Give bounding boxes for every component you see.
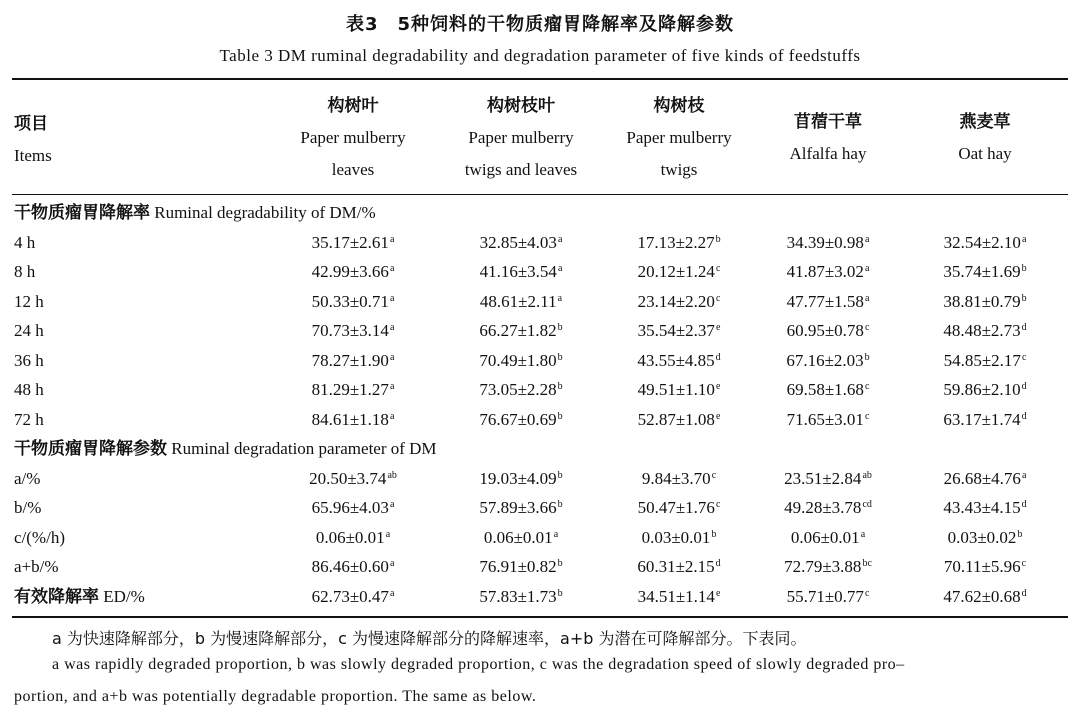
table-cell [594,582,764,611]
header-col-cn: 构树枝叶 [487,96,555,116]
cell-superscript: c [715,499,721,510]
row-label: 24 h [14,321,44,340]
section-header-degradability [0,198,1080,227]
table-cell [900,582,1070,611]
cell-superscript: c [864,381,870,392]
table-cell [743,464,913,493]
table-cell [743,552,913,581]
cell-superscript: b [864,351,870,363]
cell-superscript: d [715,351,721,363]
table-cell [900,257,1070,286]
table-cell [436,287,606,316]
table-row [0,257,1080,286]
cell-superscript: b [557,499,563,510]
section-label [14,198,376,228]
table-cell [900,228,1070,257]
cell-superscript: a [557,263,563,274]
table-cell [436,346,606,375]
cell-value: 60.95±0.78 [786,321,864,340]
table-cell [436,464,606,493]
table-cell [900,464,1070,493]
cell-superscript: b [715,233,721,245]
cell-superscript: a [389,381,395,392]
cell-value: 70.11±5.96 [943,557,1021,576]
cell-superscript: a [389,322,395,333]
table-cell [743,405,913,434]
cell-superscript: e [715,587,721,599]
row-label: a+b/% [14,557,59,576]
cell-value: 41.87±3.02 [786,262,864,281]
cell-value: 81.29±1.27 [311,380,389,399]
cell-value: 47.77±1.58 [786,291,864,311]
cell-value: 73.05±2.28 [479,380,557,399]
cell-superscript: c [1021,558,1027,569]
table-row [0,552,1080,581]
cell-superscript: a [1021,233,1027,245]
cell-superscript: a [864,292,870,304]
cell-superscript: e [715,381,721,392]
cell-superscript: d [1021,410,1027,422]
table-cell [268,464,438,493]
cell-superscript: a [389,558,395,569]
cell-value: 32.54±2.10 [943,232,1021,252]
table-cell [436,228,606,257]
header-col-en2: leaves [331,160,375,179]
cell-superscript: e [715,322,721,333]
header-col-cn: 构树叶 [327,96,379,116]
table-cell [594,375,764,404]
header-col-en1: Alfalfa hay [789,144,867,163]
table-cell [436,257,606,286]
table-row [0,228,1080,257]
table-row [0,523,1080,552]
cell-superscript: a [389,410,395,422]
cell-superscript: d [1021,499,1027,510]
table-cell [743,375,913,404]
header-col-cn: 燕麦草 [959,112,1011,132]
table-cell [436,582,606,611]
table-row-ed [0,582,1080,611]
cell-value: 35.54±2.37 [637,321,715,340]
table-cell [268,228,438,257]
cell-value: 43.55±4.85 [637,350,715,370]
cell-superscript: c [864,322,870,333]
cell-value: 69.58±1.68 [786,380,864,399]
row-label-cn: 有效降解率 [14,586,99,607]
cell-superscript: b [1021,263,1027,274]
cell-superscript: b [1017,528,1023,540]
cell-superscript: c [711,469,717,481]
cell-superscript: c [715,263,721,274]
cell-superscript: a [553,528,559,540]
cell-value: 20.50±3.74 [309,468,387,488]
cell-value: 0.03±0.01 [641,527,711,547]
cell-superscript: a [864,263,870,274]
cell-superscript: c [1021,351,1027,363]
cell-value: 52.87±1.08 [637,409,715,429]
table-cell [594,316,764,345]
cell-superscript: d [1021,587,1027,599]
table-cell [436,523,606,552]
cell-value: 70.49±1.80 [479,350,557,370]
table-cell [436,316,606,345]
section-label-cn: 干物质瘤胃降解参数 [14,439,167,459]
cell-superscript: d [1021,322,1027,333]
cell-superscript: a [389,499,395,510]
cell-value: 47.62±0.68 [943,586,1021,606]
row-label [14,582,145,612]
table-cell [268,582,438,611]
table-cell [436,493,606,522]
table-row [0,287,1080,316]
cell-value: 32.85±4.03 [479,232,557,252]
header-col-en2: twigs and leaves [464,160,578,179]
cell-superscript: a [1021,469,1027,481]
cell-value: 49.51±1.10 [637,380,715,399]
header-items-en: Items [14,146,52,165]
cell-superscript: bc [862,558,872,569]
cell-superscript: b [557,381,563,392]
cell-value: 67.16±2.03 [786,350,864,370]
cell-superscript: a [389,351,395,363]
table-cell [900,405,1070,434]
cell-value: 50.47±1.76 [637,498,715,517]
cell-superscript: ab [862,469,872,481]
cell-superscript: c [864,587,870,599]
table-cell [268,523,438,552]
table-cell [594,552,764,581]
table-cell [900,493,1070,522]
cell-superscript: a [864,233,870,245]
table-row [0,375,1080,404]
cell-value: 42.99±3.66 [311,262,389,281]
row-label: a/% [14,468,41,488]
cell-value: 34.51±1.14 [637,586,715,606]
section-label [14,434,437,464]
table-cell [594,228,764,257]
table-cell [268,257,438,286]
header-col-3 [594,90,764,186]
cell-value: 17.13±2.27 [637,232,715,252]
row-label: 72 h [14,409,44,429]
cell-superscript: c [864,410,870,422]
cell-value: 26.68±4.76 [943,468,1021,488]
table-cell [268,493,438,522]
section-label-cn: 干物质瘤胃降解率 [14,203,150,223]
table-cell [900,552,1070,581]
table-row [0,493,1080,522]
header-col-2 [436,90,606,186]
cell-value: 50.33±0.71 [311,291,389,311]
cell-value: 62.73±0.47 [311,586,389,606]
table-row [0,316,1080,345]
table-cell [594,257,764,286]
cell-superscript: b [557,322,563,333]
cell-superscript: b [557,558,563,569]
cell-value: 20.12±1.24 [637,262,715,281]
table-cell [743,287,913,316]
header-col-cn: 苜蓿干草 [794,112,862,132]
cell-superscript: e [715,410,721,422]
row-label: c/(%/h) [14,527,65,547]
table-cell [743,228,913,257]
table-cell [436,405,606,434]
table-row [0,464,1080,493]
cell-value: 48.61±2.11 [479,291,557,311]
cell-value: 59.86±2.10 [943,380,1021,399]
cell-value: 34.39±0.98 [786,232,864,252]
header-items [14,108,52,172]
footnote-en-line1: a was rapidly degraded proportion, b was slowly degraded proportion, c was the degradation speed of slowly degraded pro– [52,656,905,673]
cell-value: 35.74±1.69 [943,262,1021,281]
table-cell [268,346,438,375]
footnote-cn: a 为快速降解部分，b 为慢速降解部分，c 为慢速降解部分的降解速率，a+b 为潜在可降解部分。下表同。 [52,629,807,648]
cell-value: 35.17±2.61 [311,232,389,252]
header-col-5 [900,106,1070,170]
row-label: 36 h [14,350,44,370]
header-col-en1: Paper mulberry [626,128,732,147]
header-rule [12,194,1068,195]
table-cell [743,316,913,345]
cell-value: 84.61±1.18 [311,409,389,429]
table-row [0,405,1080,434]
row-label: b/% [14,498,42,517]
header-col-1 [268,90,438,186]
table-cell [268,552,438,581]
row-label-en: ED/% [99,586,145,606]
cell-superscript: d [1021,381,1027,392]
cell-value: 55.71±0.77 [786,586,864,606]
header-col-en1: Paper mulberry [468,128,574,147]
cell-value: 9.84±3.70 [641,468,711,488]
cell-value: 76.67±0.69 [479,409,557,429]
table-cell [594,523,764,552]
cell-value: 66.27±1.82 [479,321,557,340]
table-row [0,346,1080,375]
table-cell [900,316,1070,345]
cell-superscript: b [711,528,717,540]
cell-superscript: a [389,292,395,304]
table-cell [743,523,913,552]
table-title-cn: 表3 5种饲料的干物质瘤胃降解率及降解参数 [345,14,735,35]
table-cell [268,405,438,434]
table-cell [268,375,438,404]
cell-superscript: c [715,292,721,304]
cell-value: 57.83±1.73 [479,586,557,606]
bottom-rule [12,616,1068,618]
header-col-en1: Oat hay [958,144,1012,163]
cell-superscript: b [557,410,563,422]
cell-superscript: b [557,351,563,363]
cell-superscript: b [557,469,563,481]
table-cell [268,287,438,316]
cell-value: 23.14±2.20 [637,291,715,311]
table-cell [743,493,913,522]
cell-superscript: a [389,263,395,274]
cell-value: 70.73±3.14 [311,321,389,340]
table-cell [743,257,913,286]
header-col-cn: 构树枝 [653,96,705,116]
cell-value: 57.89±3.66 [479,498,557,517]
cell-value: 48.48±2.73 [943,321,1021,340]
cell-value: 65.96±4.03 [311,498,389,517]
cell-value: 76.91±0.82 [479,557,557,576]
cell-value: 54.85±2.17 [943,350,1021,370]
cell-value: 0.03±0.02 [947,527,1017,547]
table-cell [436,375,606,404]
cell-value: 60.31±2.15 [637,557,715,576]
header-items-cn: 项目 [14,114,48,134]
cell-value: 0.06±0.01 [315,527,385,547]
table-cell [900,523,1070,552]
cell-value: 23.51±2.84 [784,468,862,488]
header-col-en1: Paper mulberry [300,128,406,147]
cell-superscript: a [860,528,866,540]
table-cell [594,287,764,316]
table-cell [594,464,764,493]
table-cell [743,582,913,611]
row-label: 48 h [14,380,44,399]
cell-superscript: cd [862,499,872,510]
cell-superscript: ab [387,469,397,481]
table-cell [900,346,1070,375]
cell-superscript: b [557,587,563,599]
table-cell [268,316,438,345]
header-col-4 [743,106,913,170]
cell-value: 38.81±0.79 [943,291,1021,311]
cell-value: 19.03±4.09 [479,468,557,488]
top-rule [12,78,1068,80]
cell-superscript: b [1021,292,1027,304]
table-title-en: Table 3 DM ruminal degradability and degradation parameter of five kinds of feedstuffs [219,46,861,65]
table-cell [594,405,764,434]
row-label: 12 h [14,291,44,311]
section-label-en: Ruminal degradation parameter of DM [167,439,437,458]
row-label: 4 h [14,232,36,252]
cell-superscript: a [389,233,395,245]
footnote-en-line2: portion, and a+b was potentially degradable proportion. The same as below. [14,688,537,705]
cell-superscript: a [557,292,563,304]
table-cell [900,375,1070,404]
section-header-parameters [0,434,1080,463]
cell-value: 0.06±0.01 [483,527,553,547]
cell-value: 43.43±4.15 [943,498,1021,517]
cell-value: 0.06±0.01 [790,527,860,547]
table-cell [436,552,606,581]
cell-superscript: d [715,558,721,569]
cell-value: 41.16±3.54 [479,262,557,281]
table-cell [743,346,913,375]
section-label-en: Ruminal degradability of DM/% [150,203,376,222]
cell-value: 86.46±0.60 [311,557,389,576]
cell-superscript: a [389,587,395,599]
cell-value: 78.27±1.90 [311,350,389,370]
cell-value: 72.79±3.88 [784,557,862,576]
header-col-en2: twigs [660,160,698,179]
cell-superscript: a [385,528,391,540]
table-cell [594,346,764,375]
row-label: 8 h [14,262,36,281]
cell-value: 63.17±1.74 [943,409,1021,429]
cell-value: 71.65±3.01 [786,409,864,429]
cell-value: 49.28±3.78 [784,498,862,517]
table-cell [900,287,1070,316]
table-cell [594,493,764,522]
cell-superscript: a [557,233,563,245]
